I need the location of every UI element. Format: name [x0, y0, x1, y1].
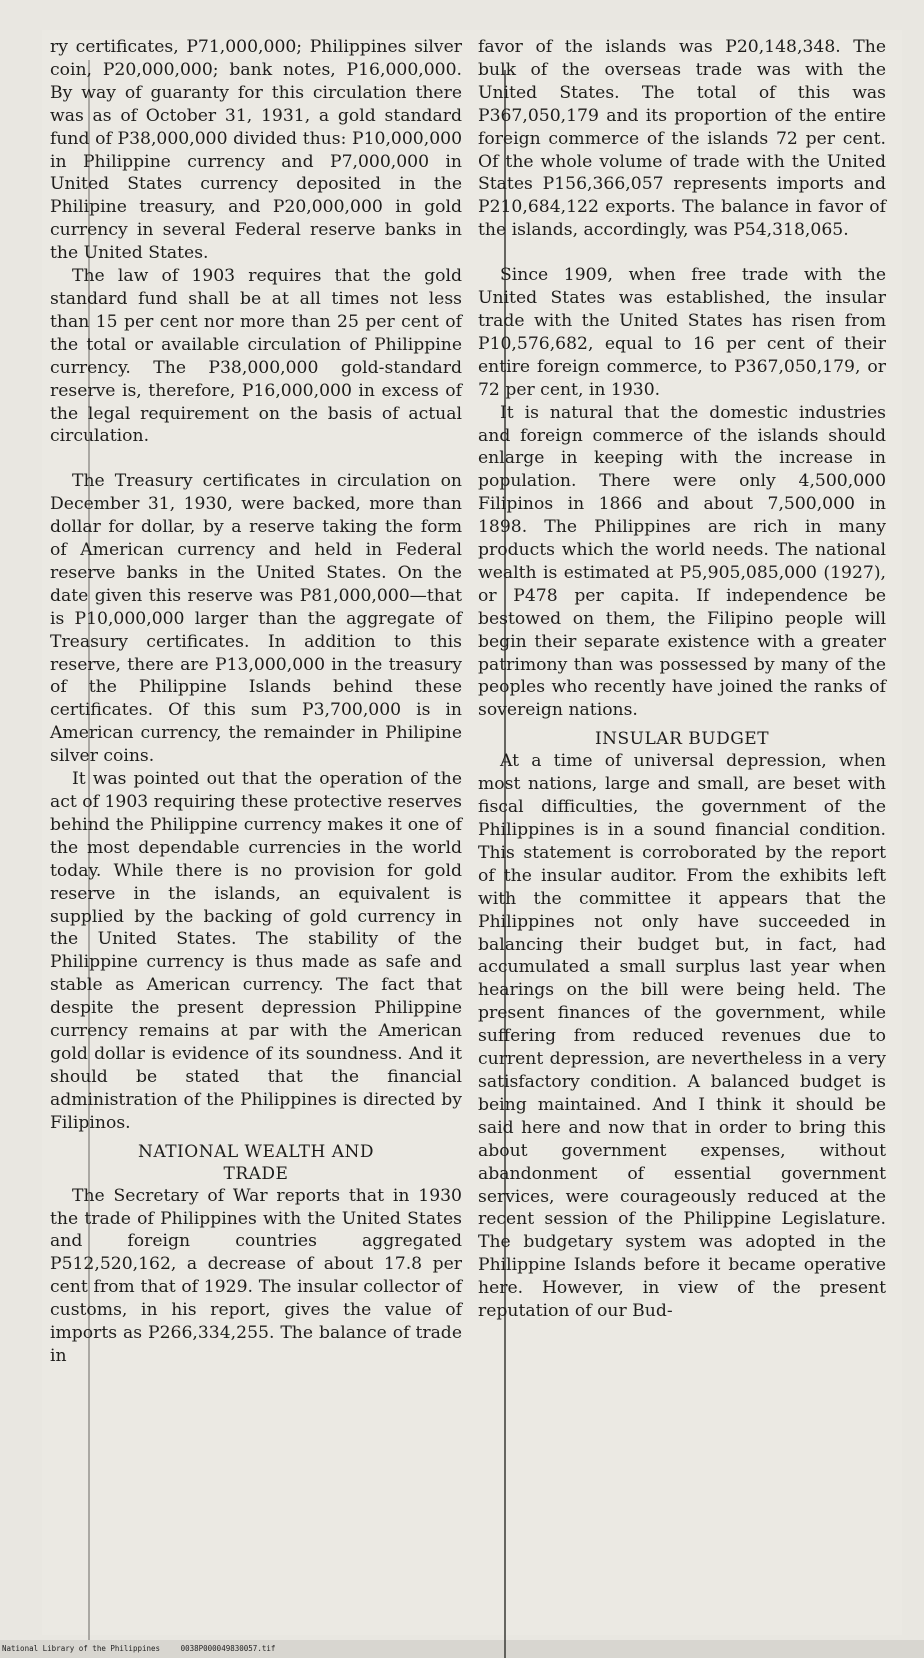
footer-file-id: 0038P000049830057.tif	[180, 1644, 276, 1653]
left-paragraph-1: ry certificates, P71,000,000; Philippines silver coin, P20,000,000; bank notes, P16,000,000. By way of guaranty for this circulation there was as of October 31, 1931, a gold standard fund of P38,000,000 divided thus: P10,000,000 in Philippine currency and P7,000,000 in United States currency deposited in the Philipine treasury, and P20,000,000 in gold currency in several Federal reserve banks in the United States.	[50, 37, 462, 264]
right-paragraph-2: Since 1909, when free trade with the United States was established, the insular trade with the United States has risen from P10,576,682, equal to 16 per cent of their entire foreign commerce, to P367,050,179, or 72 per cent, in 1930.	[478, 265, 886, 400]
right-paragraph-4: At a time of universal depression, when most nations, large and small, are beset with fiscal difficulties, the government of the Philippines is in a sound financial condition. This statement is corroborated by the report of the insular auditor. From the exhibits left with the committee it appears that the Philippines not only have succeeded in balancing their budget but, in fact, had accumulated a small surplus last year when hearings on the bill were being held. The present finances of the government, while suffering from reduced revenues due to current depression, are nevertheless in a very satisfactory condition. A balanced budget is being maintained. And I think it should be said here and now that in order to bring this about government expenses, without abandonment of essential government services, were courageously reduced at the recent session of the Philippine Legislature. The budgetary system was adopted in the Philippine Islands before it became operative here. However, in view of the present reputation of our Bud-	[478, 751, 886, 1322]
left-column	[50, 36, 462, 1368]
scan-footer	[2, 1644, 291, 1653]
left-paragraph-3: The Treasury certificates in circulation on December 31, 1930, were backed, more than dollar for dollar, by a reserve taking the form of American currency and held in Federal reserve banks in the United States. On the date given this reserve was P81,000,000—that is P10,000,000 larger than the aggregate of Treasury certificates. In addition to this reserve, there are P13,000,000 in the treasury of the Philippine Islands behind these certificates. Of this sum P3,700,000 is in American currency, the remainder in Philipine silver coins.	[50, 471, 462, 767]
left-paragraph-2: The law of 1903 requires that the gold standard fund shall be at all times not less than 15 per cent nor more than 25 per cent of the total or available circulation of Philippine currency. The P38,000,000 gold-standard reserve is, therefore, P16,000,000 in excess of the legal requirement on the basis of actual circulation.	[50, 266, 462, 447]
heading-insular-budget: INSULAR BUDGET	[594, 729, 770, 750]
heading-national-wealth	[50, 1141, 462, 1185]
footer-library: National Library of the Philippines	[2, 1644, 161, 1653]
left-paragraph-4: It was pointed out that the operation of the act of 1903 requiring these protective reserves behind the Philippine currency makes it one of the most dependable currencies in the world today. While there is no provision for gold reserve in the islands, an equivalent is supplied by the backing of gold currency in the United States. The stability of the Philippine currency is thus made as safe and stable as American currency. The fact that despite the present depression Philippine currency remains at par with the American gold dollar is evidence of its soundness. And it should be stated that the financial administration of the Philippines is directed by Filipinos.	[50, 769, 462, 1133]
heading-national-wealth-line1: NATIONAL WEALTH AND	[138, 1141, 374, 1162]
heading-national-wealth-line2: TRADE	[223, 1163, 289, 1184]
right-paragraph-3: It is natural that the domestic industries and foreign commerce of the islands should enlarge in keeping with the increase in population. There were only 4,500,000 Filipinos in 1866 and about 7,500,000 in 1898. The Philippines are rich in many products which the world needs. The national wealth is estimated at P5,905,085,000 (1927), or P478 per capita. If independence be bestowed on them, the Filipino people will begin their separate existence with a greater patrimony than was possessed by many of the peoples who recently have joined the ranks of sovereign nations.	[478, 402, 886, 721]
right-column	[478, 36, 886, 1323]
left-paragraph-5: The Secretary of War reports that in 1930 the trade of Philippines with the United States and foreign countries aggregated P512,520,162, a decrease of about 17.8 per cent from that of 1929. The insular collector of customs, in his report, gives the value of imports as P266,334,255. The balance of trade in	[50, 1185, 462, 1366]
right-paragraph-1: favor of the islands was P20,148,348. The bulk of the overseas trade was with the United States. The total of this was P367,050,179 and its proportion of the entire foreign commerce of the islands 72 per cent. Of the whole volume of trade with the United States P156,366,057 represents imports and P210,684,122 exports. The balance in favor of the islands, accordingly, was P54,318,065.	[478, 37, 886, 241]
